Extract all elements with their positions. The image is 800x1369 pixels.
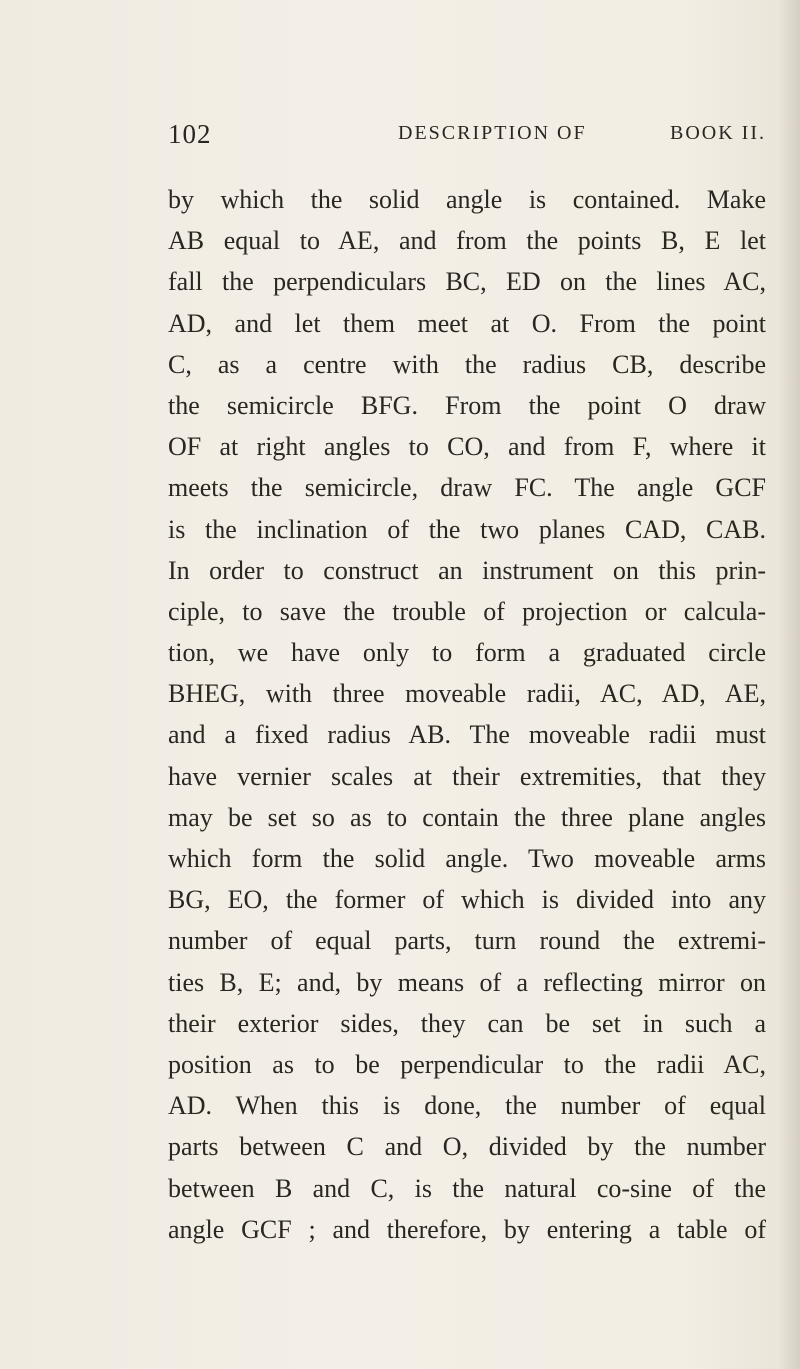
text-line: C, as a centre with the radius CB, describe <box>168 349 766 379</box>
text-line: angle GCF ; and therefore, by entering a table of <box>168 1214 766 1244</box>
text-line: tion, we have only to form a graduated circle <box>168 638 766 668</box>
text-line: ties B, E; and, by means of a reflecting mirror on <box>168 967 766 997</box>
text-line: have vernier scales at their extremities, that they <box>168 761 766 791</box>
text-line: may be set so as to contain the three plane angles <box>168 802 766 832</box>
text-line: BHEG, with three moveable radii, AC, AD, AE, <box>168 679 766 709</box>
text-line: is the inclination of the two planes CAD, CAB. <box>168 514 766 544</box>
text-line: AD. When this is done, the number of equal <box>168 1091 766 1121</box>
text-line: AD, and let them meet at O. From the point <box>168 308 766 338</box>
text-line: by which the solid angle is contained. Make <box>168 185 766 214</box>
text-line: In order to construct an instrument on this prin- <box>168 555 766 585</box>
page-edge-shadow <box>778 0 800 1369</box>
text-line: and a fixed radius AB. The moveable radii must <box>168 720 766 750</box>
text-line: AB equal to AE, and from the points B, E let <box>168 226 766 256</box>
book-label: BOOK II. <box>670 122 766 144</box>
text-line: between B and C, is the natural co-sine of the <box>168 1173 766 1203</box>
text-line: ciple, to save the trouble of projection or calcula- <box>168 596 766 626</box>
body-text <box>168 179 766 1250</box>
text-line: number of equal parts, turn round the extremi- <box>168 926 766 956</box>
text-line: fall the perpendiculars BC, ED on the lines AC, <box>168 267 766 297</box>
text-line: position as to be perpendicular to the radii AC, <box>168 1049 766 1079</box>
page-number: 102 <box>168 119 212 149</box>
text-line: the semicircle BFG. From the point O draw <box>168 390 766 420</box>
text-line: OF at right angles to CO, and from F, where it <box>168 432 766 462</box>
text-line: which form the solid angle. Two moveable arms <box>168 844 766 873</box>
text-line: their exterior sides, they can be set in such a <box>168 1008 766 1038</box>
running-title: DESCRIPTION OF <box>398 122 587 144</box>
text-line: meets the semicircle, draw FC. The angle GCF <box>168 473 766 503</box>
text-line: BG, EO, the former of which is divided into any <box>168 885 766 915</box>
running-head <box>168 119 766 153</box>
text-line: parts between C and O, divided by the number <box>168 1132 766 1162</box>
